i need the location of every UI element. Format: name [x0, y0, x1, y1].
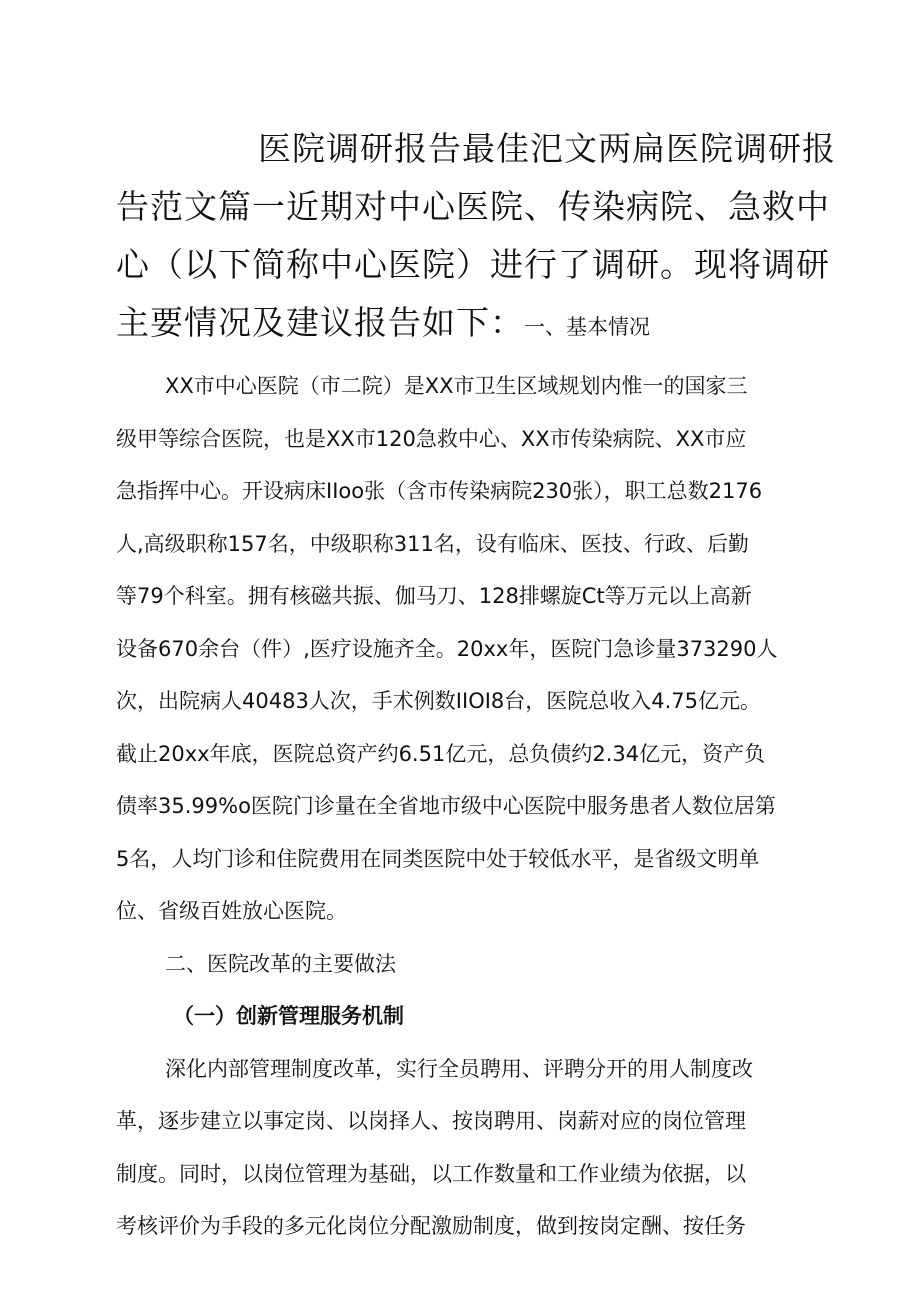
paragraph-line: 人,高级职称157名，中级职称311名，设有临床、医技、行政、后勤 [116, 531, 749, 556]
title-line-4-text: 主要情况及建议报告如下： [116, 303, 524, 342]
section-heading-reform: 二、医院改革的主要做法 [165, 951, 396, 976]
title-line-4 [116, 294, 816, 352]
paragraph-line: 5名，人均门诊和住院费用在同类医院中处于较低水平，是省级文明单 [116, 846, 760, 871]
paragraph-line: 位、省级百姓放心医院。 [116, 899, 347, 923]
paragraph-line: 级甲等综合医院，也是XX市120急救中心、XX市传染病院、XX市应 [116, 426, 747, 451]
paragraph-line: 深化内部管理制度改革，实行全员聘用、评聘分开的用人制度改 [165, 1056, 753, 1081]
document-title [116, 120, 836, 352]
paragraph-line: XX市中心医院（市二院）是XX市卫生区域规划内惟一的国家三 [165, 374, 748, 398]
title-line-1: 医院调研报告最佳汜文两扁医院调研报 [258, 129, 836, 168]
paragraph-line: 设备670余台（件）,医疗设施齐全。20xx年，医院门急诊量373290人 [116, 636, 778, 661]
subsection-heading: （一）创新管理服务机制 [173, 1004, 404, 1028]
title-line-2: 告范文篇一近期对中心医院、传染病院、急救中 [116, 187, 830, 226]
document-body [116, 360, 824, 1253]
paragraph-line: 债率35.99%o医院门诊量在全省地市级中心医院中服务患者人数位居第 [116, 794, 776, 818]
paragraph-line: 制度。同时，以岗位管理为基础，以工作数量和工作业绩为依据，以 [116, 1161, 746, 1186]
paragraph-line: 考核评价为手段的多元化岗位分配激励制度，做到按岗定酬、按任务 [116, 1214, 746, 1238]
section-heading-basic-info: 一、基本情况 [524, 315, 650, 339]
paragraph-line: 急指挥中心。开设病床IIoo张（含市传染病院230张），职工总数2176 [116, 479, 763, 503]
paragraph-line: 次，出院病人40483人次，手术例数IIOI8台，医院总收入4.75亿元。 [116, 689, 762, 713]
paragraph-line: 等79个科室。拥有核磁共振、伽马刀、128排螺旋Ct等万元以上高新 [116, 584, 752, 608]
paragraph-line: 截止20xx年底，医院总资产约6.51亿元，总负债约2.34亿元，资产负 [116, 741, 766, 766]
title-line-3: 心（以下简称中心医院）进行了调研。现将调研 [116, 245, 830, 284]
paragraph-line: 革，逐步建立以事定岗、以岗择人、按岗聘用、岗薪对应的岗位管理 [116, 1109, 746, 1133]
